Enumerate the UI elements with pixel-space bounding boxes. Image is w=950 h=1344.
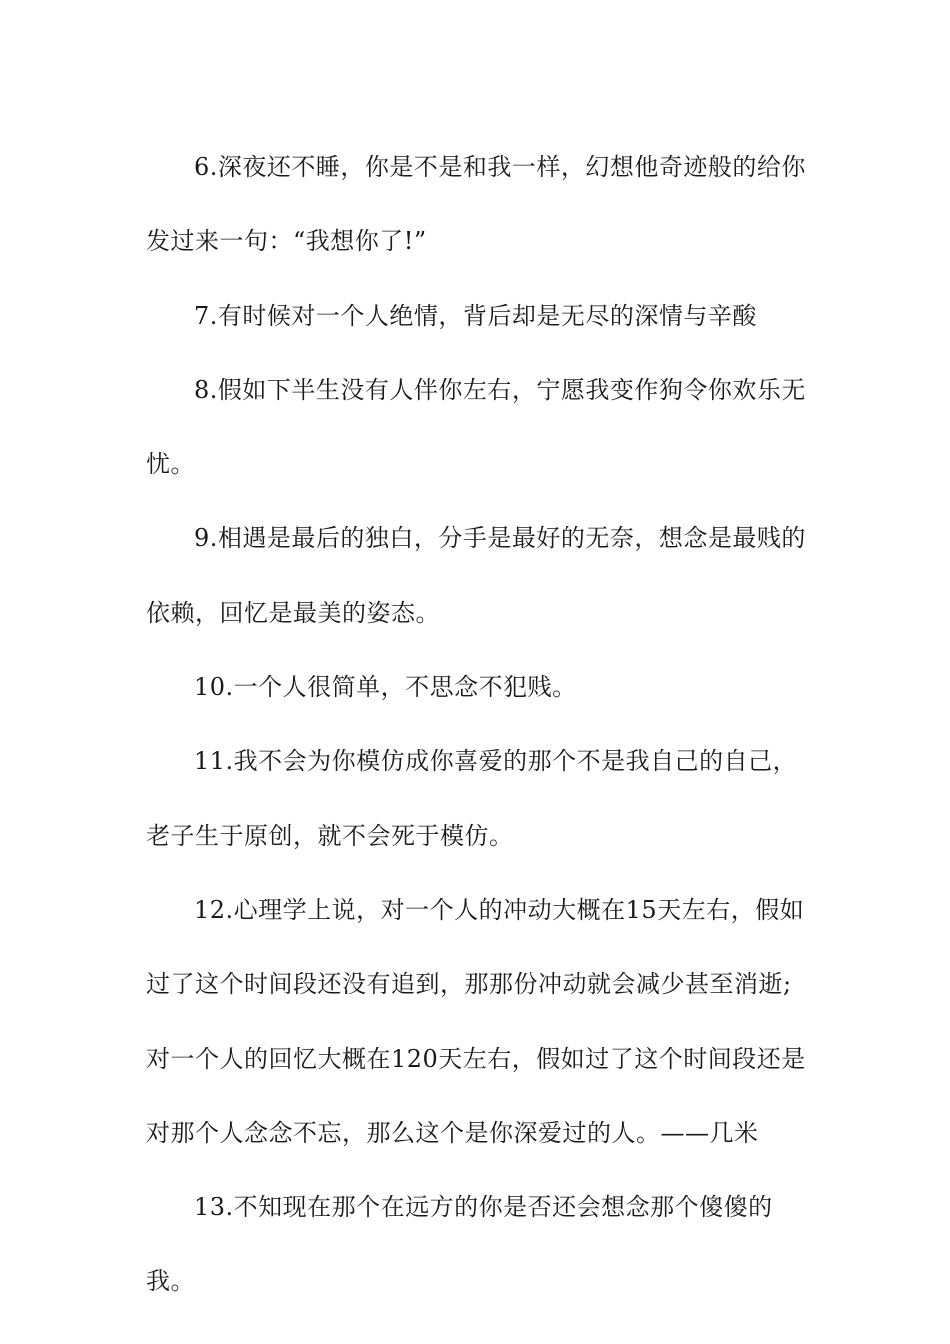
- paragraph-6: 6.深夜还不睡，你是不是和我一样，幻想他奇迹般的给你发过来一句：“我想你了!”: [146, 153, 806, 256]
- document-body: [146, 130, 806, 1319]
- paragraph-13: 13.不知现在那个在远方的你是否还会想念那个傻傻的我。: [146, 1193, 773, 1296]
- paragraph-12: 12.心理学上说，对一个人的冲动大概在15天左右，假如过了这个时间段还没有追到，那那份冲动就会减少甚至消逝;对一个人的回忆大概在120天左右，假如过了这个时间段还是对那个人念念不忘，那么这个是你深爱过的人。——几米: [146, 895, 806, 1147]
- paragraph-11: 11.我不会为你模仿成你喜爱的那个不是我自己的自己，老子生于原创，就不会死于模仿。: [146, 747, 798, 850]
- paragraph-8: 8.假如下半生没有人伴你左右，宁愿我变作狗令你欢乐无忧。: [146, 375, 806, 479]
- paragraph-10: 10.一个人很简单，不思念不犯贱。: [194, 673, 577, 702]
- paragraph-9: 9.相遇是最后的独白，分手是最好的无奈，想念是最贱的依赖，回忆是最美的姿态。: [146, 524, 806, 627]
- paragraph-7: 7.有时候对一个人绝情，背后却是无尽的深情与辛酸: [194, 301, 757, 330]
